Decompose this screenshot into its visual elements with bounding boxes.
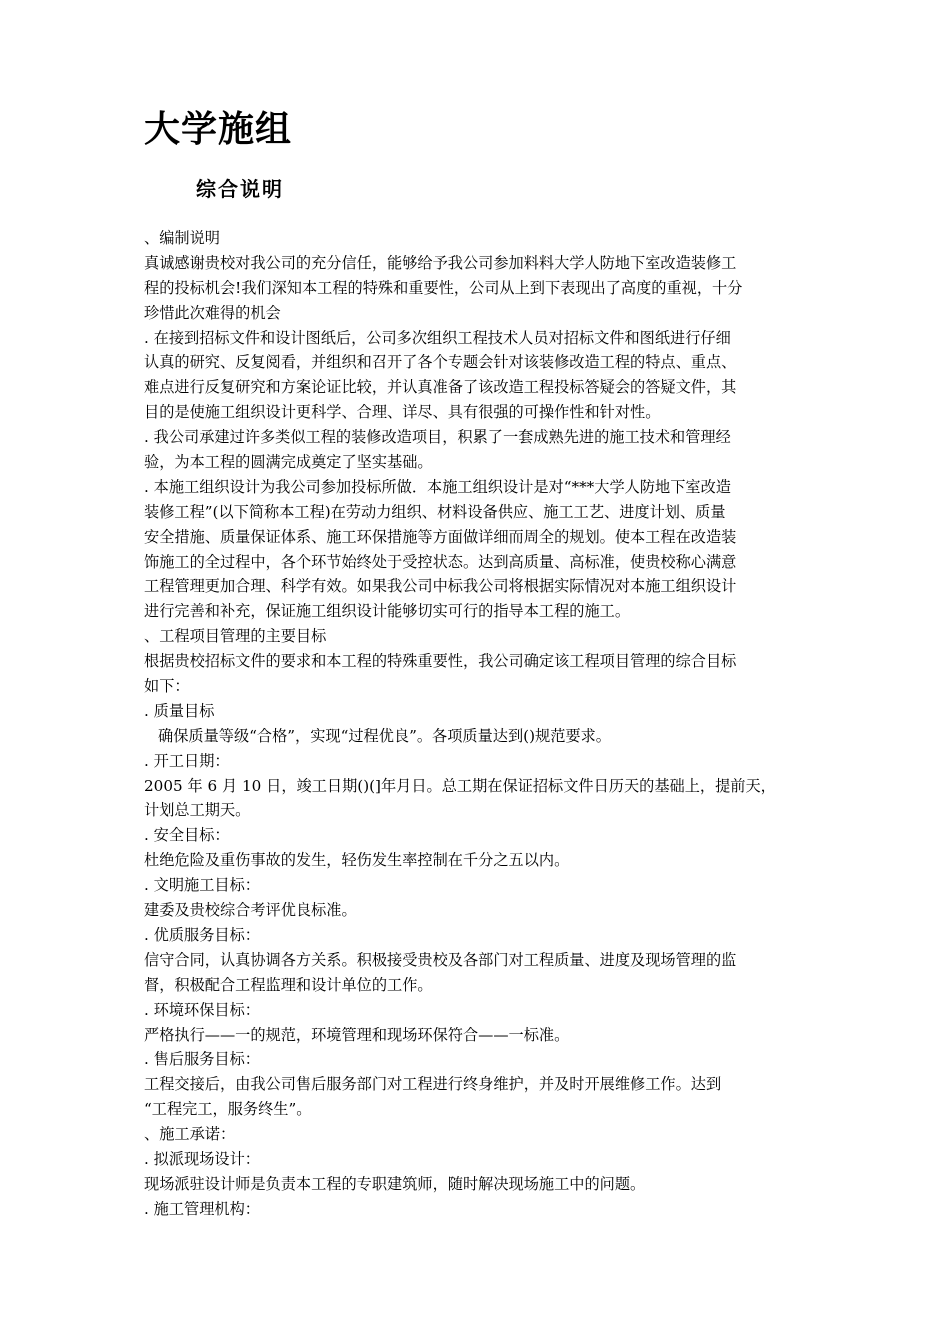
text-line: 计划总工期天。: [144, 801, 251, 820]
document-body: [144, 226, 824, 1222]
text-line: . 拟派现场设计：: [144, 1149, 260, 1168]
text-line: . 优质服务目标：: [144, 925, 260, 944]
text-line: 、编制说明: [144, 229, 220, 247]
text-line: . 安全目标：: [144, 826, 230, 845]
text-line: 2005 年 6 月 10 日，竣工日期()(]年月日。总工期在保证招标文件日历天的基础上，提前天，: [144, 776, 776, 795]
text-line: . 在接到招标文件和设计图纸后，公司多次组织工程技术人员对招标文件和图纸进行仔细: [144, 328, 731, 347]
text-line: 珍惜此次难得的机会: [144, 303, 281, 322]
text-line: 安全措施、质量保证体系、施工环保措施等方面做详细而周全的规划。使本工程在改造装: [144, 527, 737, 546]
text-line: 验，为本工程的圆满完成奠定了坚实基础。: [144, 453, 433, 472]
text-line: 、施工承诺：: [144, 1125, 236, 1144]
text-line: 建委及贵校综合考评优良标准。: [144, 901, 357, 920]
text-line: 如下：: [144, 677, 190, 696]
text-line: . 售后服务目标：: [144, 1050, 260, 1069]
text-line: 装修工程”(以下简称本工程)在劳动力组织、材料设备供应、施工工艺、进度计划、质量: [144, 502, 726, 521]
text-line: 、工程项目管理的主要目标: [144, 627, 327, 646]
section-heading: 综合说明: [196, 177, 284, 201]
text-line: 现场派驻设计师是负责本工程的专职建筑师，随时解决现场施工中的问题。: [144, 1174, 646, 1193]
text-line: . 开工日期：: [144, 751, 230, 770]
text-line: . 本施工组织设计为我公司参加投标所做．本施工组织设计是对“***大学人防地下室改造: [144, 477, 731, 496]
text-line: 工程管理更加合理、科学有效。如果我公司中标我公司将根据实际情况对本施工组织设计: [144, 577, 737, 596]
text-line: 信守合同，认真协调各方关系。积极接受贵校及各部门对工程质量、进度及现场管理的监: [144, 950, 737, 969]
text-line: 确保质量等级“合格”，实现“过程优良”。各项质量达到()规范要求。: [158, 726, 611, 745]
text-line: . 环境环保目标：: [144, 1000, 260, 1019]
text-line: . 施工管理机构：: [144, 1199, 260, 1218]
text-line: . 文明施工目标：: [144, 876, 260, 895]
text-line: 督，积极配合工程监理和设计单位的工作。: [144, 975, 433, 994]
text-line: 目的是使施工组织设计更科学、合理、详尽、具有很强的可操作性和针对性。: [144, 403, 661, 422]
text-line: 杜绝危险及重伤事故的发生，轻伤发生率控制在千分之五以内。: [144, 851, 570, 870]
text-line: “工程完工，服务终生”。: [144, 1100, 312, 1119]
text-line: 难点进行反复研究和方案论证比较，并认真准备了该改造工程投标答疑会的答疑文件，其: [144, 378, 737, 397]
document-title: 大学施组: [144, 109, 293, 150]
text-line: 进行完善和补充，保证施工组织设计能够切实可行的指导本工程的施工。: [144, 602, 630, 621]
text-line: . 我公司承建过许多类似工程的装修改造项目，积累了一套成熟先进的施工技术和管理经: [144, 428, 731, 447]
text-line: 认真的研究、反复阅看，并组织和召开了各个专题会针对该装修改造工程的特点、重点、: [144, 353, 737, 372]
text-line: 工程交接后，由我公司售后服务部门对工程进行终身维护，并及时开展维修工作。达到: [144, 1075, 722, 1094]
text-line: 根据贵校招标文件的要求和本工程的特殊重要性，我公司确定该工程项目管理的综合目标: [144, 652, 737, 671]
text-line: 真诚感谢贵校对我公司的充分信任，能够给予我公司参加料料大学人防地下室改造装修工: [144, 253, 737, 272]
text-line: 饰施工的全过程中，各个环节始终处于受控状态。达到高质量、高标准，使贵校称心满意: [144, 552, 737, 571]
text-line: . 质量目标: [144, 701, 215, 720]
text-line: 严格执行——一的规范，环境管理和现场环保符合——一标准。: [144, 1025, 570, 1044]
text-line: 程的投标机会!我们深知本工程的特殊和重要性，公司从上到下表现出了高度的重视，十分: [144, 278, 743, 297]
